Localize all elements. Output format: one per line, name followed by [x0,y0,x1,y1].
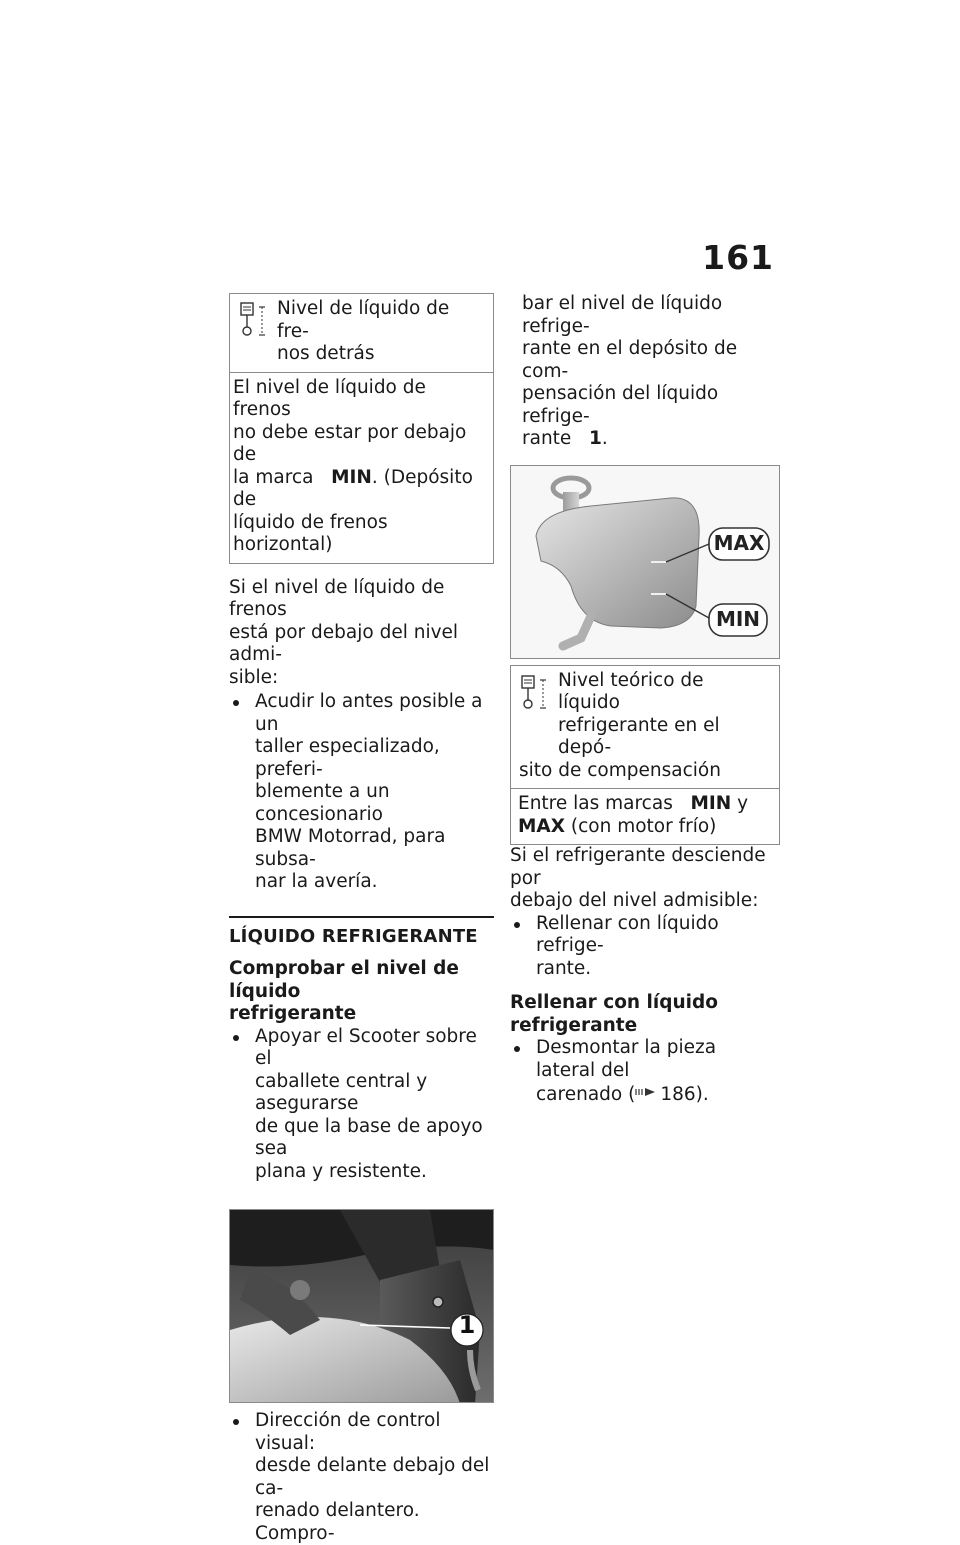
list-item-stand: Apoyar el Scooter sobre el caballete central y asegurarse de que la base de apoyo sea plana y resistente. [229,1026,494,1184]
max-mark: MAX [518,815,565,837]
min-mark: MIN [690,793,732,814]
max-label: MAX [713,530,765,555]
coolant-level-box-header: Nivel teórico de líquido refrigerante en el depó- sito de compensación [511,666,779,790]
rear-brake-fluid-box-body: El nivel de líquido de frenos no debe estar por debajo de la marca MIN. (Depósito de líquido de frenos horizontal) [233,376,473,555]
continuation-text: bar el nivel de líquido refrige- rante en el depósito de com- pensación del líquido refrige- rante 1. [522,293,738,449]
page-reference[interactable]: 186 [660,1083,696,1105]
rear-brake-fluid-box [229,293,494,564]
level-gauge-icon [520,674,548,721]
list-item-refill: Rellenar con líquido refrige- rante. [510,913,780,981]
section-divider [229,916,494,918]
figure-callout-1: 1 [458,1311,476,1339]
page-reference-arrow-icon [635,1082,657,1105]
list-item-visual-check: Dirección de control visual: desde delante debajo del ca- renado delantero. Compro- [229,1410,494,1545]
list-item-workshop: Acudir lo antes posible a un taller especializado, preferi- blemente a un concesionario BMW Motorrad, para subsa- nar la avería. [229,691,494,894]
coolant-level-box [510,665,780,846]
subheading-refill-coolant: Rellenar con líquido refrigerante [510,992,718,1036]
left-column [229,293,494,1545]
below-level-text: Si el nivel de líquido de frenos está por debajo del nivel admi- sible: [229,576,459,688]
page-number: 161 [702,238,774,277]
right-column [510,293,780,1108]
photo-front-fairing [229,1209,494,1403]
coolant-level-box-body: Entre las marcas MIN y MAX (con motor frío) [518,793,749,837]
subheading-check-coolant: Comprobar el nivel de líquido refrigerante [229,958,459,1024]
min-mark: MIN [331,466,372,488]
rear-brake-fluid-box-header [230,294,493,373]
front-fairing-illustration [230,1210,494,1403]
list-item-remove-panel: Desmontar la pieza lateral del carenado ( 186). [510,1037,780,1108]
reference-1: 1 [588,428,602,449]
below-level-text: Si el refrigerante desciende por debajo del nivel admisible: [510,845,766,911]
level-gauge-icon [239,301,267,348]
min-label: MIN [715,606,761,631]
rear-brake-fluid-box-title: Nivel de líquido de fre- nos detrás [277,298,450,364]
photo-expansion-tank [510,465,780,659]
section-title: LÍQUIDO REFRIGERANTE [229,925,478,947]
